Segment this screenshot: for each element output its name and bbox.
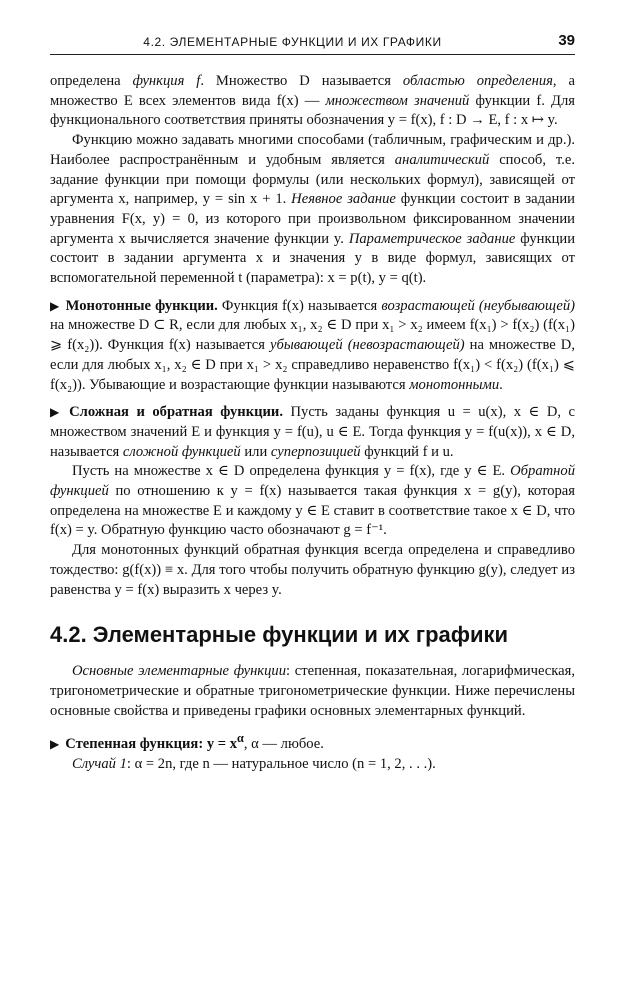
paragraph-composite-functions [50,403,575,462]
text-run: Пусть заданы функция u = u(x), x ∈ D, с множеством значений E и функция y = f(u), u ∈ E. Тогда функция y = f(u(x)), x ∈ D, называется [50,404,575,460]
text-run: на множестве D ⊂ R, если для любых x₁, x₂ ∈ D при x₁ > x₂ имеем f(x₁) > f(x₂) (f(x₁) ⩾ f(x₂)). Функция f(x) называется [50,317,575,354]
subsection-title-monotone: Монотонные функции. [65,297,218,314]
triangle-marker-icon: ▶ [50,405,64,420]
text-run: . [499,376,503,393]
term-basic-elementary: Основные элементарные функции [72,663,287,680]
text-run: , а множество E всех элементов вида f(x) — [50,73,575,109]
page-number: 39 [558,32,575,49]
text-run: функции f. Для функционального соответствия приняты обозначения y = f(x), f : D → E, f : x ↦ y. [50,92,575,129]
term-inverse: Обратной функцией [50,463,575,500]
paragraph-elementary-intro [50,662,575,721]
running-title: 4.2. ЭЛЕМЕНТАРНЫЕ ФУНКЦИИ И ИХ ГРАФИКИ [143,35,442,49]
term-parametric: Параметрическое задание [348,230,516,247]
text-run: способ, т.е. задание функции при помощи формулы (или нескольких формул), зависящей от аргумента x, например, y = sin x + 1. [50,151,575,208]
text-run: функции состоит в задании уравнения F(x, y) = 0, из которого при произвольном фиксированном значении аргумента x вычисляется значение функции y. [50,191,575,247]
text-run: функции состоит в задании аргумента x и значения y в виде формул, зависящих от вспомогательной переменной t (параметра): x = p(t), y = q(t). [50,230,576,287]
paragraph-inverse-identity [50,541,575,600]
paragraph-case-1 [50,755,575,775]
text-run: : α = 2n, где n — натуральное число (n = 1, 2, . . .). [126,755,436,772]
paragraph-function-definition [50,72,575,131]
text-run: Пусть на множестве x ∈ D определена функция y = f(x), где y ∈ E. [72,463,511,480]
running-header [50,32,575,55]
text-run: определена [50,73,133,89]
paragraph-monotone-functions [50,297,575,396]
term-superposition: суперпозицией [270,443,361,460]
text-run: или [240,443,271,460]
term-range: множеством значений [325,92,470,109]
term-monotone: монотонными [409,376,500,393]
paragraph-power-function [50,729,575,755]
text-run: : степенная, показательная, логарифмическая, тригонометрические и обратные тригонометрические функции. Ниже перечислены основные свойства и приведены графики основных элементарных функций. [50,663,575,719]
text-run: Функцию можно задавать многими способами (табличным, графическим и др.). Наиболее распространённым и удобным является [50,132,575,168]
exponent-alpha: α [237,731,244,746]
text-run: функций f и u. [360,443,454,460]
page-body [50,72,575,775]
section-heading: 4.2. Элементарные функции и их графики [50,622,509,648]
term-analytic: аналитический [394,151,490,168]
paragraph-inverse-function [50,462,575,541]
triangle-marker-icon: ▶ [50,737,60,752]
term-composite: сложной функцией [122,443,241,460]
term-increasing: возрастающей (неубывающей) [381,297,575,314]
paragraph-function-specification [50,131,575,289]
text-run: Функция f(x) называется [217,297,382,314]
subsection-title-power: Степенная функция: y = x [65,736,238,753]
triangle-marker-icon: ▶ [50,298,60,313]
text-run: Для монотонных функций обратная функция всегда определена и справедливо тождество: g(f(x)) ≡ x. Для того чтобы получить обратную функцию g(y), следует из равенства y = f(x) выразить x через y. [50,542,575,598]
term-decreasing: убывающей (невозрастающей) [270,337,465,354]
subsection-title-composite: Сложная и обратная функции. [69,404,283,421]
case-label: Случай 1 [72,755,127,772]
term-function: функция f [132,73,201,89]
text-run: по отношению к y = f(x) называется такая функция x = g(y), которая определена на множестве E и каждому y ∈ E ставит в соответствие такое x ∈ D, что f(x) = y. Обратную функцию часто обозначают g = f⁻¹. [50,483,575,539]
text-run: на множестве D, если для любых x₁, x₂ ∈ D при x₁ > x₂ справедливо неравенство f(x₁) < f(x₂) (f(x₁) ⩽ f(x₂)). Убывающие и возрастающие функции называются [50,337,575,393]
text-run: . Множество D называется [200,73,403,89]
term-domain: областью определения [402,73,553,89]
text-run: , α — любое. [243,736,324,753]
term-implicit: Неявное задание [291,191,396,208]
